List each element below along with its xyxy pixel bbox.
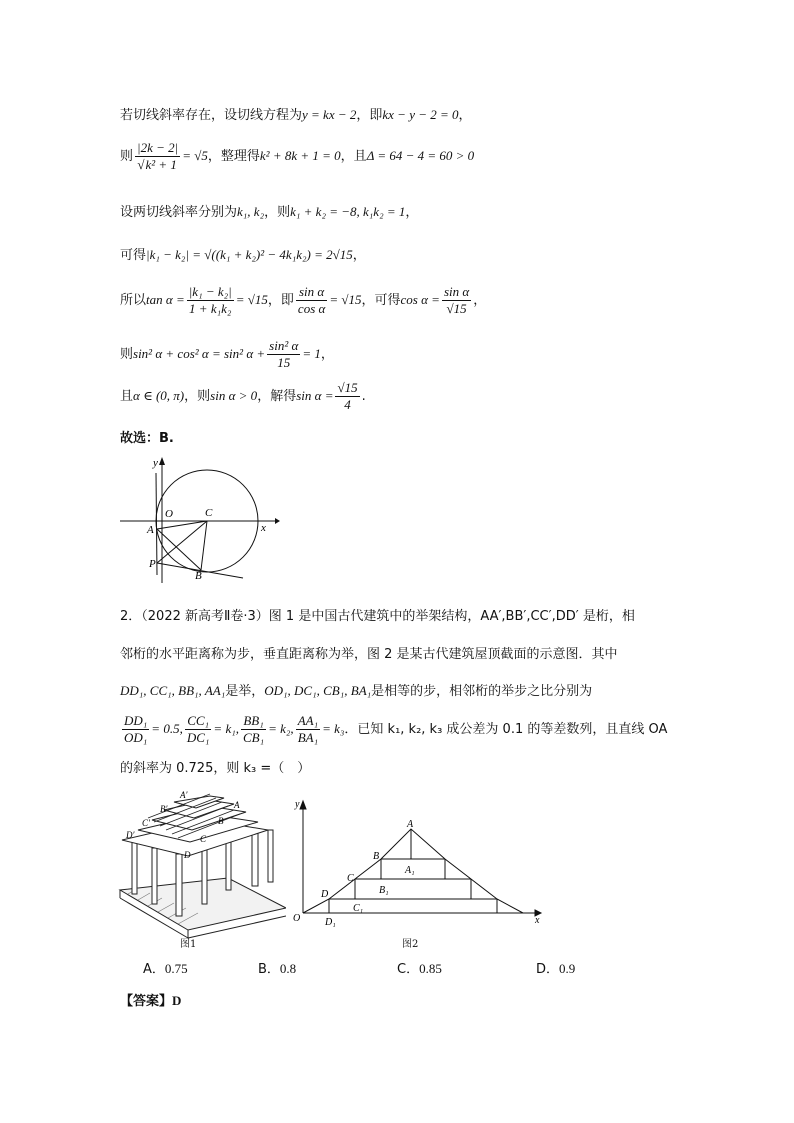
numerator: AA₁ [297, 713, 319, 728]
equation: α ∈ (0, π) [133, 388, 185, 403]
equation: k₁ + k₂ = −8, k₁k₂ = 1 [290, 204, 406, 219]
text: 设两切线斜率分别为 [120, 205, 238, 220]
text: ， [405, 205, 419, 220]
text: 则 [120, 149, 134, 164]
equation: = k₂, [268, 721, 294, 736]
figure-1-architecture [118, 790, 286, 945]
fraction [335, 380, 359, 413]
numerator: BB₁ [241, 713, 266, 730]
label-y: y [153, 457, 158, 469]
equation: = 1 [302, 346, 321, 361]
option-letter: B． [258, 962, 280, 977]
equation: k² + 8k + 1 = 0 [259, 148, 341, 163]
text: 则 [120, 347, 134, 362]
fig1-label-C: C [200, 834, 207, 844]
tangent-line-1 [156, 473, 157, 575]
figure-1-caption: 图1 [180, 939, 197, 950]
option-value: 0.9 [559, 961, 576, 976]
fig2-label-x: x [535, 915, 540, 926]
text: ， [458, 108, 472, 123]
fig1-label-A-prime: A′ [180, 790, 188, 800]
option-value: 0.85 [419, 961, 442, 976]
answer-label: 【答案】 [120, 994, 173, 1009]
label-P: P [149, 558, 156, 570]
text: ， [352, 248, 366, 263]
fig2-label-A: A [407, 819, 414, 830]
solution-line-5 [120, 284, 486, 317]
fig1-label-D-prime: D′ [126, 830, 135, 840]
numerator: |2k − 2| [137, 140, 179, 155]
text: 且 [120, 389, 134, 404]
fraction [187, 284, 234, 317]
fig1-label-C-prime: C′ [142, 818, 150, 828]
fig2-label-B: B [373, 851, 380, 862]
denominator: CB₁ [242, 730, 265, 745]
y-axis-arrow [300, 801, 306, 809]
label-A: A [147, 524, 154, 536]
fig2-label-C: C [347, 873, 354, 884]
previous-answer: 故选：B. [120, 431, 174, 446]
label-C: C [205, 507, 213, 519]
equation: k₁, k₂ [237, 204, 265, 219]
option-d[interactable] [536, 958, 575, 977]
answer-line [120, 990, 181, 1009]
question-line-1: 2．（2022 新高考Ⅱ卷·3）图 1 是中国古代建筑中的举架结构，AA′,BB′,CC′,DD′ 是桁，相 [120, 609, 635, 624]
option-value: 0.8 [279, 961, 297, 976]
text: 若切线斜率存在，设切线方程为 [120, 108, 303, 123]
fig2-label-A1: A₁ [405, 865, 415, 876]
equation: = √15 [235, 292, 268, 307]
equation: = √15 [329, 292, 362, 307]
denominator: DC₁ [186, 730, 210, 745]
solution-line-2 [120, 140, 474, 173]
circle-tangent-figure [115, 455, 280, 585]
option-a[interactable] [143, 958, 188, 977]
equation: OD₁, DC₁, CB₁, BA₁ [264, 683, 372, 698]
equation: = √5 [182, 148, 208, 163]
equation: = k₁, [213, 721, 239, 736]
fig2-label-C1: C₁ [353, 903, 364, 914]
equation: |k₁ − k₂| = √((k₁ + k₂)² − 4k₁k₂) = 2√15 [146, 247, 353, 262]
label-x: x [261, 522, 266, 534]
fig1-label-A: A [234, 800, 240, 810]
solution-line-3 [120, 201, 418, 220]
text: ，可得 [361, 293, 401, 308]
denominator: √15 [446, 301, 467, 316]
denominator: 1 + k₁k₂ [189, 301, 232, 316]
text: ．已知 k₁, k₂, k₃ 成公差为 0.1 的等差数列，且直线 OA [344, 722, 668, 737]
segment-CB [201, 521, 207, 570]
fraction [241, 713, 266, 746]
fig1-label-D: D [184, 850, 191, 860]
fraction [442, 284, 471, 317]
equation: sin² α + cos² α = sin² α + [133, 346, 266, 361]
equation: y = kx − 2 [302, 107, 357, 122]
equation: = k₃ [322, 721, 345, 736]
numerator: sin α [296, 284, 327, 301]
text: 可得 [120, 248, 147, 263]
fraction [135, 140, 180, 173]
denominator: BA₁ [297, 730, 319, 745]
equation: tan α = [146, 292, 185, 307]
denominator: OD₁ [124, 730, 148, 745]
numerator: sin α [443, 284, 470, 299]
denominator: 15 [277, 355, 291, 370]
text: ， [320, 347, 334, 362]
fig2-label-D: D [321, 889, 329, 900]
fig2-label-y: y [295, 799, 300, 810]
text: 所以 [120, 293, 147, 308]
fig1-label-B-prime: B′ [160, 804, 168, 814]
option-value: 0.75 [164, 961, 188, 976]
fraction [185, 713, 212, 746]
text: ，则 [264, 205, 291, 220]
fraction [296, 284, 327, 317]
numerator: DD₁ [124, 713, 148, 728]
radicand: k² + 1 [145, 157, 177, 172]
option-letter: C． [397, 962, 420, 977]
x-axis-arrow [275, 518, 280, 524]
text: ，且 [340, 149, 367, 164]
figure-2-roof-section [285, 795, 545, 930]
text: ，即 [356, 108, 383, 123]
question-line-5: 的斜率为 0.725，则 k₃ =（ ） [120, 761, 311, 776]
text: 是相等的步，相邻桁的举步之比分别为 [371, 684, 593, 699]
fraction [296, 713, 320, 746]
text: ，即 [267, 293, 294, 308]
numerator: sin² α [269, 338, 299, 353]
equation: = 0.5, [151, 721, 183, 736]
text: ，则 [184, 389, 211, 404]
fig1-label-B: B [218, 816, 224, 826]
equation: DD₁, CC₁, BB₁, AA₁ [120, 683, 226, 698]
denominator: cos α [297, 301, 326, 316]
solution-line-4 [120, 244, 366, 263]
text: ，解得 [257, 389, 297, 404]
solution-line-6 [120, 338, 334, 371]
denominator: 4 [344, 397, 351, 412]
denominator: √k² + 1 [137, 157, 177, 172]
equation: cos α = [400, 292, 440, 307]
question-line-4 [120, 713, 667, 746]
figure-2-caption: 图2 [402, 939, 419, 950]
fraction [267, 338, 300, 371]
solution-line-1 [120, 104, 472, 123]
numerator: CC₁ [185, 713, 212, 730]
question-line-2: 邻桁的水平距离称为步，垂直距离称为举，图 2 是某古代建筑屋顶截面的示意图．其中 [120, 647, 618, 662]
text: . [361, 389, 366, 404]
option-letter: D． [536, 962, 560, 977]
numerator: √15 [337, 380, 358, 395]
fig2-label-D1: D₁ [325, 917, 336, 928]
equation: sin α > 0 [210, 388, 258, 403]
option-letter: A． [143, 962, 165, 977]
question-line-3 [120, 680, 592, 699]
option-c[interactable] [397, 958, 442, 977]
text: ，整理得 [207, 149, 260, 164]
y-axis-arrow [159, 457, 165, 465]
text: ， [473, 293, 487, 308]
option-b[interactable] [258, 958, 296, 977]
label-O: O [165, 508, 173, 520]
numerator: |k₁ − k₂| [188, 284, 232, 299]
equation: kx − y − 2 = 0 [382, 107, 459, 122]
equation: Δ = 64 − 4 = 60 > 0 [366, 148, 475, 163]
equation: sin α = [296, 388, 334, 403]
solution-line-7 [120, 380, 366, 413]
label-B: B [195, 570, 202, 582]
fraction [122, 713, 149, 746]
answer-value: D [172, 993, 182, 1008]
fig2-label-O: O [293, 913, 301, 924]
text: 是举， [225, 684, 265, 699]
fig2-label-B1: B₁ [379, 885, 389, 896]
